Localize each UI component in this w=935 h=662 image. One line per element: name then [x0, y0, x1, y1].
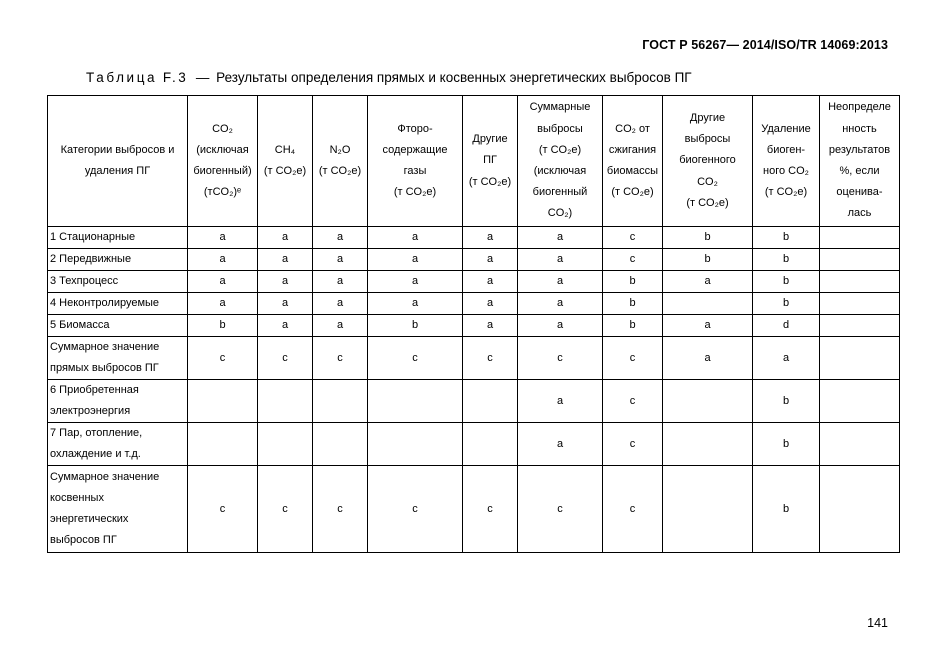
column-header-line: биогенного — [679, 154, 736, 167]
table-row — [48, 380, 900, 423]
table-cell — [313, 380, 368, 423]
row-label-line: косвенных — [50, 492, 104, 504]
table-cell — [663, 380, 753, 423]
table-cell: c — [368, 466, 463, 553]
table-cell: b — [663, 249, 753, 271]
column-header-line: CH₄ — [274, 143, 296, 156]
table-cell — [258, 380, 313, 423]
table-cell: c — [188, 337, 258, 380]
column-header-line: (т CO₂e) — [468, 175, 512, 188]
table-row — [48, 293, 900, 315]
row-label-line: охлаждение и т.д. — [50, 448, 141, 460]
column-header-line: N₂O — [329, 143, 351, 156]
row-label — [48, 271, 188, 293]
table-cell: a — [518, 249, 603, 271]
row-label-line: Суммарное значение — [50, 471, 160, 483]
table-cell: a — [313, 293, 368, 315]
table-cell — [820, 293, 900, 315]
column-header-line: ПГ — [483, 154, 497, 167]
table-cell: c — [188, 466, 258, 553]
table-cell: a — [663, 271, 753, 293]
row-label — [48, 380, 188, 423]
column-header-line: (т CO₂e) — [611, 186, 654, 199]
table-cell — [820, 315, 900, 337]
column-header — [258, 96, 313, 227]
table-cell: b — [663, 227, 753, 249]
table-row — [48, 227, 900, 249]
table-cell: a — [313, 315, 368, 337]
table-cell — [820, 337, 900, 380]
table-cell: c — [603, 227, 663, 249]
column-header — [463, 96, 518, 227]
column-header-line: (исключая — [533, 165, 587, 177]
column-header-line: биоген- — [766, 143, 806, 156]
table-cell: a — [188, 249, 258, 271]
column-header-line: удаления ПГ — [84, 165, 151, 177]
table-cell — [820, 249, 900, 271]
table-cell: a — [368, 227, 463, 249]
row-label-line: 2 Передвижные — [50, 253, 132, 265]
table-cell: a — [258, 293, 313, 315]
row-label-line: выбросов ПГ — [50, 534, 117, 546]
table-cell: b — [603, 271, 663, 293]
table-cell: a — [663, 315, 753, 337]
column-header-line: Категории выбросов и — [60, 143, 175, 156]
table-cell: a — [258, 249, 313, 271]
table-row — [48, 271, 900, 293]
column-header-line: %, если — [839, 165, 880, 177]
header-row — [48, 96, 900, 227]
table-cell — [820, 466, 900, 553]
column-header-line: сжигания — [608, 143, 657, 156]
column-header-line: Неопределе — [828, 101, 891, 114]
table-cell: c — [603, 337, 663, 380]
column-header — [188, 96, 258, 227]
table-cell: a — [518, 423, 603, 466]
column-header-line: результатов — [828, 143, 891, 156]
table-cell: a — [188, 227, 258, 249]
table-body — [48, 227, 900, 553]
row-label-line: электроэнергия — [50, 405, 131, 417]
column-header — [753, 96, 820, 227]
caption-dash: — — [195, 70, 210, 85]
table-cell: b — [753, 293, 820, 315]
column-header-line: (т CO₂e) — [764, 186, 808, 199]
row-label-line: 3 Техпроцесс — [50, 275, 119, 287]
table-cell: c — [603, 466, 663, 553]
table-cell — [820, 227, 900, 249]
column-header — [663, 96, 753, 227]
table-cell: c — [603, 380, 663, 423]
row-label — [48, 466, 188, 553]
table-header — [48, 96, 900, 227]
table-cell: a — [463, 249, 518, 271]
column-header-line: CO₂ — [697, 175, 718, 188]
column-header — [368, 96, 463, 227]
table-cell — [368, 380, 463, 423]
table-cell: c — [603, 423, 663, 466]
column-header — [48, 96, 188, 227]
caption-title: Результаты определения прямых и косвенных энергетических выбросов ПГ — [216, 70, 692, 85]
table-cell: a — [518, 227, 603, 249]
table-row — [48, 249, 900, 271]
caption-word: Таблица — [86, 70, 158, 85]
table-cell: c — [258, 466, 313, 553]
row-label — [48, 315, 188, 337]
column-header-line: Суммарные — [529, 101, 591, 114]
row-label-line: 5 Биомасса — [50, 319, 110, 331]
row-label — [48, 423, 188, 466]
column-header-line: нность — [842, 122, 877, 135]
row-label — [48, 227, 188, 249]
table-cell: a — [258, 271, 313, 293]
column-header — [518, 96, 603, 227]
column-header-line: биогенный) — [193, 165, 252, 177]
table-cell: a — [463, 315, 518, 337]
column-header-line: (исключая — [196, 143, 249, 156]
row-label — [48, 249, 188, 271]
column-header-line: Фторо- — [397, 122, 433, 135]
table-cell — [820, 380, 900, 423]
column-header-line: (т CO₂e) — [263, 165, 307, 177]
column-header-line: оценива- — [836, 186, 883, 199]
table-cell: c — [463, 466, 518, 553]
table-cell: a — [313, 271, 368, 293]
column-header-line: Другие — [472, 133, 508, 146]
table-cell: a — [313, 249, 368, 271]
column-header-line: газы — [403, 165, 427, 177]
table-cell: a — [313, 227, 368, 249]
column-header-line: выбросы — [684, 133, 731, 146]
table-cell: c — [518, 337, 603, 380]
caption-number: F.3 — [162, 70, 189, 85]
column-header-line: (т CO₂e) — [318, 165, 362, 177]
table-cell: a — [368, 271, 463, 293]
table-cell — [368, 423, 463, 466]
row-label-line: 4 Неконтролируемые — [50, 297, 160, 309]
column-header-line: Удаление — [761, 122, 811, 135]
table-cell: a — [518, 315, 603, 337]
column-header-line: содержащие — [382, 143, 448, 156]
table-caption — [86, 70, 692, 85]
table-cell: c — [313, 337, 368, 380]
table-cell: b — [603, 293, 663, 315]
column-header-line: ного CO₂ — [763, 165, 809, 177]
table-cell: c — [258, 337, 313, 380]
table-cell: b — [753, 249, 820, 271]
column-header-line: CO₂ от — [615, 122, 650, 135]
column-header-line: (т CO₂e) — [686, 196, 729, 209]
table-cell: a — [463, 271, 518, 293]
row-label-line: энергетических — [50, 513, 129, 525]
table-cell: a — [188, 293, 258, 315]
column-header — [313, 96, 368, 227]
table-cell — [820, 423, 900, 466]
row-label — [48, 337, 188, 380]
table-cell: a — [753, 337, 820, 380]
row-label — [48, 293, 188, 315]
table-cell: a — [463, 227, 518, 249]
table-cell: a — [188, 271, 258, 293]
table-cell: b — [753, 380, 820, 423]
table-row — [48, 423, 900, 466]
table-cell: a — [258, 315, 313, 337]
table-cell: b — [188, 315, 258, 337]
table-cell — [663, 293, 753, 315]
table-cell: b — [603, 315, 663, 337]
table-cell: b — [753, 227, 820, 249]
column-header-line: выбросы — [537, 122, 583, 135]
table-cell — [188, 423, 258, 466]
row-label-line: прямых выбросов ПГ — [50, 362, 159, 374]
column-header-line: лась — [847, 207, 872, 220]
table-cell: d — [753, 315, 820, 337]
table-cell — [463, 423, 518, 466]
table-cell: a — [518, 293, 603, 315]
table-cell: c — [603, 249, 663, 271]
table-cell: a — [258, 227, 313, 249]
table-cell: a — [368, 293, 463, 315]
table-cell — [188, 380, 258, 423]
table-cell: c — [518, 466, 603, 553]
page-number: 141 — [867, 616, 888, 630]
column-header-line: (т CO₂e) — [393, 186, 437, 199]
table-cell: a — [368, 249, 463, 271]
column-header-line: (т CO₂e) — [538, 143, 582, 156]
column-header-line: CO₂) — [547, 207, 573, 220]
row-label-line: 7 Пар, отопление, — [50, 427, 143, 439]
column-header-line: CO₂ — [212, 122, 233, 135]
column-header-line: (тCO₂)ᵉ — [203, 186, 242, 199]
document-header: ГОСТ Р 56267— 2014/ISO/TR 14069:2013 — [642, 38, 888, 52]
table-row — [48, 337, 900, 380]
table-cell: a — [663, 337, 753, 380]
row-label-line: Суммарное значение — [50, 341, 160, 353]
table-cell — [663, 466, 753, 553]
table-cell: b — [753, 423, 820, 466]
row-label-line: 1 Стационарные — [50, 231, 136, 243]
column-header-line: биогенный — [532, 186, 588, 199]
table-cell — [313, 423, 368, 466]
table-cell: b — [753, 466, 820, 553]
table-cell: b — [368, 315, 463, 337]
table-cell — [258, 423, 313, 466]
column-header-line: биомассы — [606, 165, 659, 177]
table-row — [48, 315, 900, 337]
table-cell: c — [463, 337, 518, 380]
table-cell — [663, 423, 753, 466]
table-cell: a — [518, 380, 603, 423]
table-cell: c — [313, 466, 368, 553]
table-cell: a — [518, 271, 603, 293]
table-cell: c — [368, 337, 463, 380]
table-row — [48, 466, 900, 553]
column-header — [820, 96, 900, 227]
column-header — [603, 96, 663, 227]
table-cell: b — [753, 271, 820, 293]
table-cell — [820, 271, 900, 293]
table-cell — [463, 380, 518, 423]
row-label-line: 6 Приобретенная — [50, 384, 139, 396]
table-cell: a — [463, 293, 518, 315]
emissions-table — [47, 95, 900, 553]
column-header-line: Другие — [689, 111, 726, 124]
